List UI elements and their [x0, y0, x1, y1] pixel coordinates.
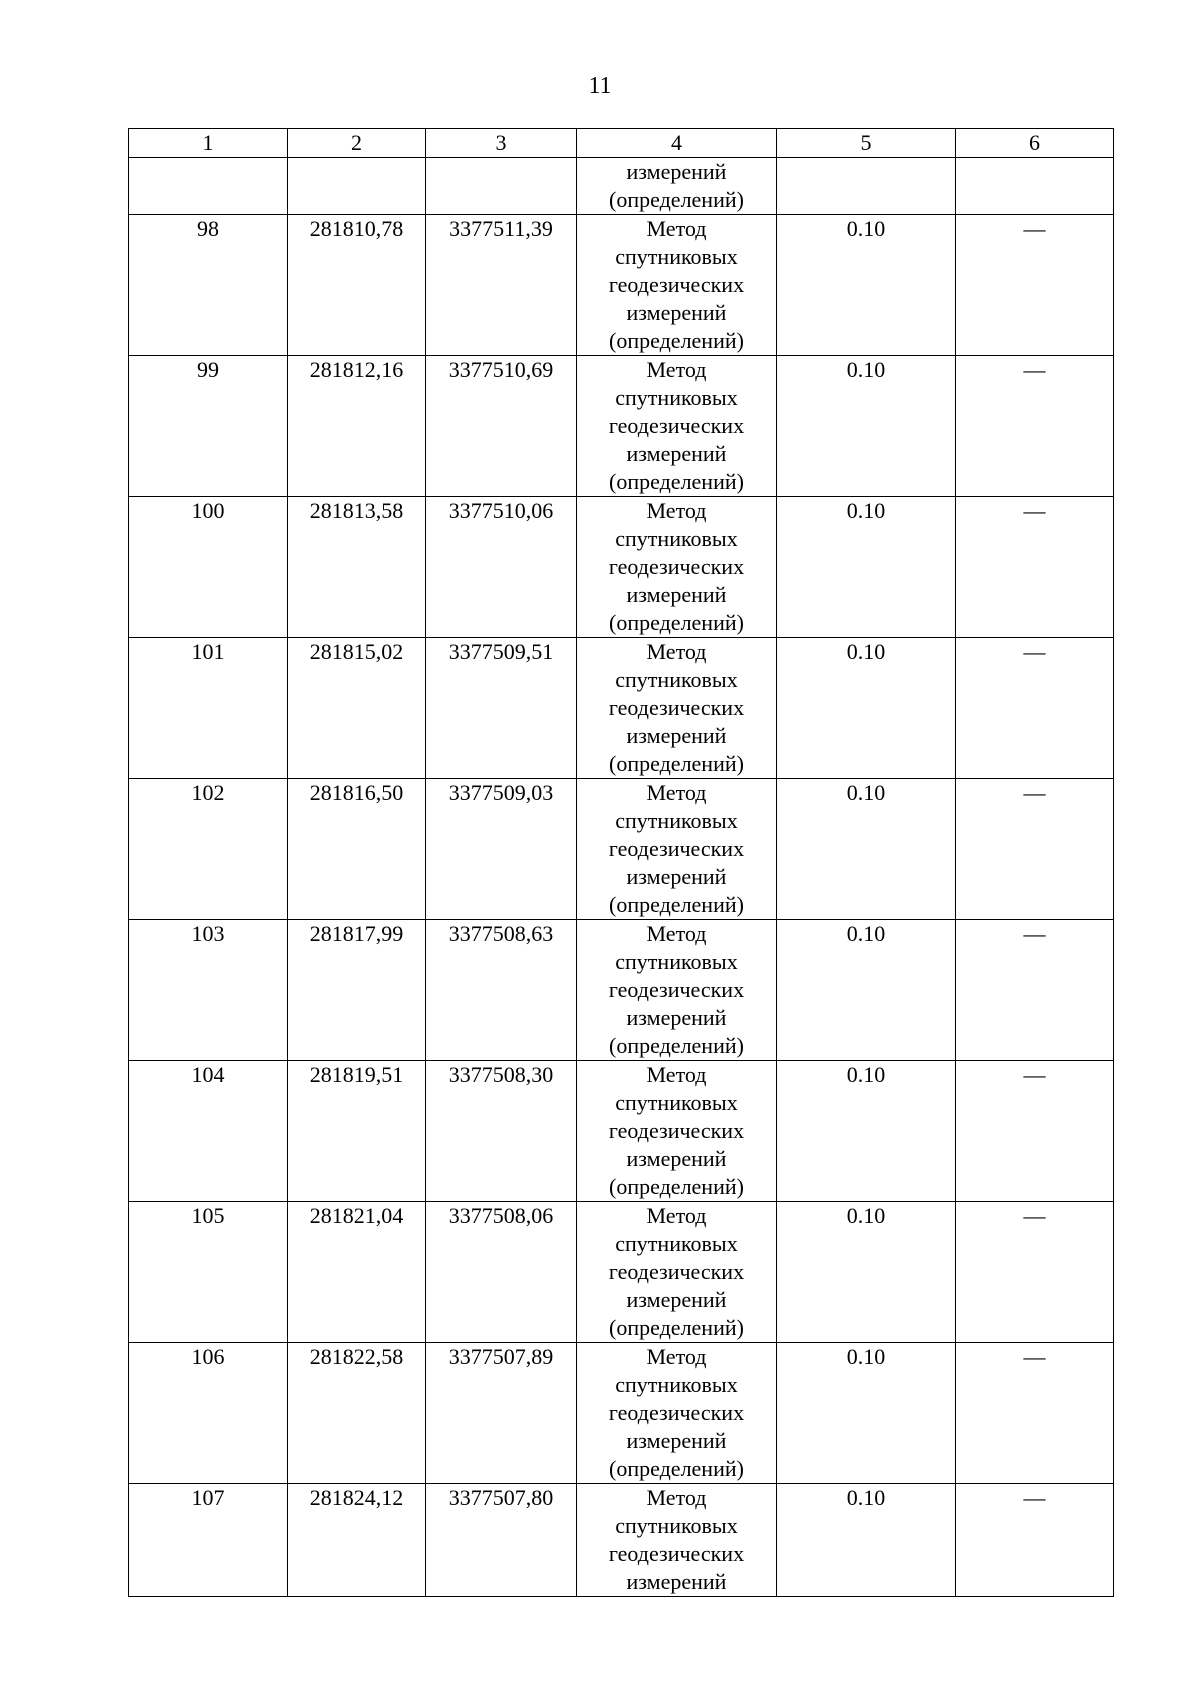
method-line: Метод — [646, 498, 707, 523]
cell-number: 98 — [129, 215, 288, 356]
cell-y: 3377511,39 — [426, 215, 577, 356]
method-line: Метод — [646, 216, 707, 241]
cell-method — [577, 1484, 777, 1597]
method-line: спутниковых — [615, 385, 738, 410]
cell-accuracy: 0.10 — [777, 1061, 956, 1202]
column-number-2: 2 — [288, 129, 426, 158]
cell-method — [577, 638, 777, 779]
method-line: Метод — [646, 780, 707, 805]
cell-number — [129, 158, 288, 215]
method-line: геодезических — [608, 1259, 745, 1284]
method-line: измерений — [626, 1005, 727, 1030]
method-line: геодезических — [608, 1541, 745, 1566]
method-line: спутниковых — [615, 1231, 738, 1256]
column-number-1: 1 — [129, 129, 288, 158]
method-line: измерений — [626, 1146, 727, 1171]
method-line: Метод — [646, 1203, 707, 1228]
method-line: измерений — [626, 300, 727, 325]
cell-y: 3377510,06 — [426, 497, 577, 638]
method-line: Метод — [646, 921, 707, 946]
cell-y: 3377508,63 — [426, 920, 577, 1061]
table-row — [129, 1202, 1114, 1343]
cell-accuracy: 0.10 — [777, 497, 956, 638]
method-line: спутниковых — [615, 1513, 738, 1538]
cell-method — [577, 356, 777, 497]
cell-number: 104 — [129, 1061, 288, 1202]
cell-number: 99 — [129, 356, 288, 497]
cell-note: — — [956, 920, 1114, 1061]
cell-method — [577, 158, 777, 215]
cell-note: — — [956, 638, 1114, 779]
method-line: спутниковых — [615, 808, 738, 833]
method-line: геодезических — [608, 1118, 745, 1143]
cell-accuracy: 0.10 — [777, 1484, 956, 1597]
cell-method — [577, 1061, 777, 1202]
table-row — [129, 1484, 1114, 1597]
method-line: (определений) — [609, 187, 744, 212]
method-line: Метод — [646, 1344, 707, 1369]
cell-accuracy: 0.10 — [777, 215, 956, 356]
table-row — [129, 638, 1114, 779]
method-line: (определений) — [609, 328, 744, 353]
cell-accuracy: 0.10 — [777, 779, 956, 920]
cell-method — [577, 497, 777, 638]
table-row-continuation — [129, 158, 1114, 215]
cell-note — [956, 158, 1114, 215]
method-line: Метод — [646, 1062, 707, 1087]
cell-number: 103 — [129, 920, 288, 1061]
cell-y: 3377508,30 — [426, 1061, 577, 1202]
cell-x: 281824,12 — [288, 1484, 426, 1597]
method-line: измерений — [626, 1287, 727, 1312]
cell-y: 3377510,69 — [426, 356, 577, 497]
method-line: спутниковых — [615, 526, 738, 551]
method-line: измерений — [626, 723, 727, 748]
method-line: геодезических — [608, 1400, 745, 1425]
method-line: (определений) — [609, 469, 744, 494]
cell-number: 105 — [129, 1202, 288, 1343]
method-line: измерений — [626, 864, 727, 889]
cell-y: 3377508,06 — [426, 1202, 577, 1343]
method-line: геодезических — [608, 836, 745, 861]
cell-x: 281813,58 — [288, 497, 426, 638]
cell-accuracy — [777, 158, 956, 215]
method-line: (определений) — [609, 1033, 744, 1058]
method-line: геодезических — [608, 695, 745, 720]
cell-number: 107 — [129, 1484, 288, 1597]
method-line: измерений — [626, 1569, 727, 1594]
cell-x: 281816,50 — [288, 779, 426, 920]
coordinates-table — [128, 128, 1114, 1597]
method-line: Метод — [646, 639, 707, 664]
table-row — [129, 497, 1114, 638]
cell-note: — — [956, 1343, 1114, 1484]
cell-note: — — [956, 356, 1114, 497]
cell-method — [577, 779, 777, 920]
method-line: измерений — [626, 441, 727, 466]
method-line: Метод — [646, 1485, 707, 1510]
method-line: (определений) — [609, 1315, 744, 1340]
cell-y: 3377509,51 — [426, 638, 577, 779]
table-row — [129, 356, 1114, 497]
cell-x: 281821,04 — [288, 1202, 426, 1343]
cell-y: 3377507,80 — [426, 1484, 577, 1597]
cell-accuracy: 0.10 — [777, 638, 956, 779]
method-line: (определений) — [609, 1456, 744, 1481]
cell-y — [426, 158, 577, 215]
cell-note: — — [956, 1202, 1114, 1343]
cell-y: 3377507,89 — [426, 1343, 577, 1484]
method-line: спутниковых — [615, 949, 738, 974]
cell-x — [288, 158, 426, 215]
table-header-row — [129, 129, 1114, 158]
cell-note: — — [956, 1061, 1114, 1202]
cell-accuracy: 0.10 — [777, 920, 956, 1061]
cell-note: — — [956, 497, 1114, 638]
method-line: (определений) — [609, 751, 744, 776]
cell-x: 281810,78 — [288, 215, 426, 356]
cell-number: 100 — [129, 497, 288, 638]
table-row — [129, 1061, 1114, 1202]
table-row — [129, 920, 1114, 1061]
method-line: геодезических — [608, 554, 745, 579]
cell-x: 281817,99 — [288, 920, 426, 1061]
method-line: измерений — [626, 1428, 727, 1453]
cell-number: 102 — [129, 779, 288, 920]
table-row — [129, 215, 1114, 356]
cell-method — [577, 215, 777, 356]
method-line: спутниковых — [615, 667, 738, 692]
cell-accuracy: 0.10 — [777, 356, 956, 497]
cell-x: 281815,02 — [288, 638, 426, 779]
column-number-6: 6 — [956, 129, 1114, 158]
cell-method — [577, 920, 777, 1061]
method-line: измерений — [626, 159, 727, 184]
cell-number: 106 — [129, 1343, 288, 1484]
cell-accuracy: 0.10 — [777, 1343, 956, 1484]
cell-number: 101 — [129, 638, 288, 779]
method-line: (определений) — [609, 610, 744, 635]
cell-note: — — [956, 215, 1114, 356]
cell-y: 3377509,03 — [426, 779, 577, 920]
column-number-5: 5 — [777, 129, 956, 158]
table-row — [129, 1343, 1114, 1484]
cell-method — [577, 1343, 777, 1484]
method-line: (определений) — [609, 892, 744, 917]
column-number-3: 3 — [426, 129, 577, 158]
method-line: Метод — [646, 357, 707, 382]
method-line: (определений) — [609, 1174, 744, 1199]
cell-x: 281822,58 — [288, 1343, 426, 1484]
cell-x: 281819,51 — [288, 1061, 426, 1202]
method-line: спутниковых — [615, 244, 738, 269]
method-line: измерений — [626, 582, 727, 607]
method-line: геодезических — [608, 413, 745, 438]
table-row — [129, 779, 1114, 920]
cell-method — [577, 1202, 777, 1343]
cell-note: — — [956, 779, 1114, 920]
column-number-4: 4 — [577, 129, 777, 158]
cell-accuracy: 0.10 — [777, 1202, 956, 1343]
method-line: спутниковых — [615, 1090, 738, 1115]
method-line: геодезических — [608, 272, 745, 297]
method-line: геодезических — [608, 977, 745, 1002]
cell-note: — — [956, 1484, 1114, 1597]
cell-x: 281812,16 — [288, 356, 426, 497]
method-line: спутниковых — [615, 1372, 738, 1397]
page-number: 11 — [588, 73, 612, 99]
